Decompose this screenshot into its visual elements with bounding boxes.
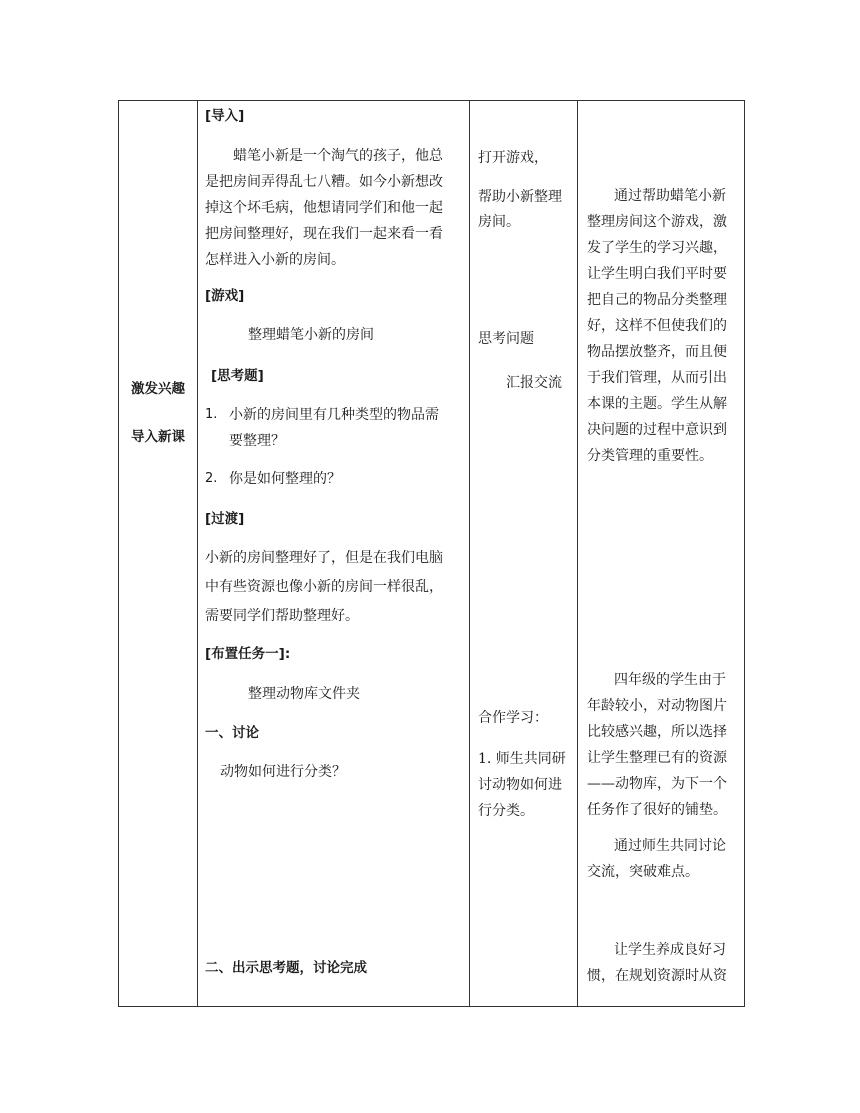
intro-line-4: 把房间整理好，现在我们一起来看一看: [205, 226, 443, 242]
coop-item-line-1: 1. 师生共同研: [478, 751, 566, 767]
intent-p1-line-1: 通过帮助蜡笔小新: [614, 188, 726, 204]
intent-p2-line-3: 比较感兴趣，所以选择: [587, 724, 727, 740]
intent-p3-line-1: 通过师生共同讨论: [614, 838, 726, 854]
question-2-number: 2.: [205, 471, 218, 486]
intent-p1-line-10: 决问题的过程中意识到: [587, 422, 727, 438]
teacher-activity-cell: [198, 101, 470, 1007]
coop-heading: 合作学习：: [478, 710, 548, 726]
intent-p1-line-3: 发了学生的学习兴趣，: [587, 240, 727, 256]
intro-line-2: 是把房间弄得乱七八糟。如今小新想改: [205, 174, 443, 190]
intent-p2-line-5: ——动物库，为下一个: [587, 776, 727, 792]
transition-line-2: 中有些资源也像小新的房间一样很乱，: [205, 579, 443, 595]
coop-item-line-3: 行分类。: [478, 803, 534, 819]
transition-heading: [过渡]: [205, 511, 245, 527]
question-1-number: 1.: [205, 407, 218, 422]
design-intent-cell: [578, 101, 745, 1007]
game-text: 整理蜡笔小新的房间: [248, 327, 374, 343]
help-line-2: 房间。: [478, 214, 520, 230]
task-text: 整理动物库文件夹: [248, 686, 360, 702]
intent-p4-line-2: 惯，在规划资源时从资: [587, 968, 727, 984]
student-activity-cell: [470, 101, 578, 1007]
intent-p2-line-1: 四年级的学生由于: [614, 672, 726, 688]
intent-p1-line-2: 整理房间这个游戏，激: [587, 214, 727, 230]
intent-p2-line-4: 让学生整理已有的资源: [587, 750, 727, 766]
intent-p1-line-7: 物品摆放整齐，而且便: [587, 344, 727, 360]
help-line-1: 帮助小新整理: [478, 189, 562, 205]
intro-heading: [导入]: [205, 108, 245, 124]
intent-p1-line-6: 好，这样不但使我们的: [587, 318, 727, 334]
discuss-text: 动物如何进行分类？: [220, 764, 346, 780]
intent-p1-line-11: 分类管理的重要性。: [587, 448, 713, 464]
discuss-heading: 一、讨论: [205, 725, 259, 741]
transition-line-3: 需要同学们帮助整理好。: [205, 608, 359, 624]
question-1-line-1: 小新的房间里有几种类型的物品需: [229, 407, 439, 423]
report-text: 汇报交流: [506, 375, 562, 391]
intent-p1-line-9: 本课的主题。学生从解: [587, 396, 727, 412]
intro-line-3: 掉这个坏毛病，他想请同学们和他一起: [205, 200, 443, 216]
intent-p2-line-6: 任务作了很好的铺垫。: [587, 802, 727, 818]
intent-p3-line-2: 交流，突破难点。: [587, 864, 699, 880]
question-2-text: 你是如何整理的？: [229, 471, 341, 487]
stage-line-1: 激发兴趣: [131, 381, 185, 397]
open-game-text: 打开游戏，: [478, 150, 548, 166]
stage-line-2: 导入新课: [131, 429, 185, 445]
intent-p1-line-5: 把自己的物品分类整理: [587, 292, 727, 308]
transition-line-1: 小新的房间整理好了，但是在我们电脑: [205, 550, 443, 566]
intent-p1-line-8: 于我们管理，从而引出: [587, 370, 727, 386]
intro-line-5: 怎样进入小新的房间。: [205, 252, 345, 268]
intro-line-1: 蜡笔小新是一个淘气的孩子，他总: [233, 148, 443, 164]
game-heading: [游戏]: [205, 288, 245, 304]
think-text: 思考问题: [478, 331, 534, 347]
question-1-line-2: 要整理？: [229, 433, 285, 449]
intent-p2-line-2: 年龄较小，对动物图片: [587, 698, 727, 714]
part2-heading: 二、出示思考题，讨论完成: [205, 960, 367, 976]
lesson-plan-table: [118, 100, 745, 1007]
stage-cell: [119, 101, 198, 1007]
intent-p4-line-1: 让学生养成良好习: [614, 942, 726, 958]
coop-item-line-2: 讨动物如何进: [478, 777, 562, 793]
task-heading: [布置任务一]:: [205, 646, 291, 662]
intent-p1-line-4: 让学生明白我们平时要: [587, 266, 727, 282]
think-heading: [思考题]: [211, 368, 264, 384]
